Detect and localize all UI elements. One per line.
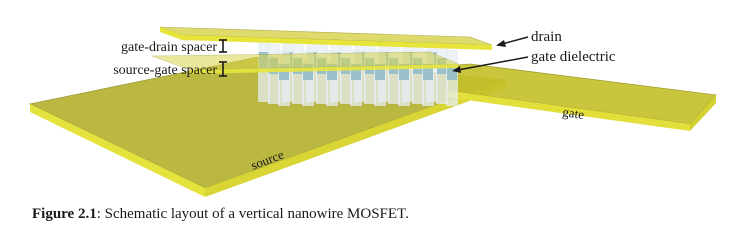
drain-label: drain bbox=[531, 29, 562, 45]
figure-caption bbox=[32, 206, 409, 223]
gate-label: gate bbox=[561, 104, 586, 122]
gate-dielectric-label: gate dielectric bbox=[531, 49, 616, 65]
gate-drain-spacer-label: gate-drain spacer bbox=[121, 40, 217, 55]
gate-drain-spacer-marker bbox=[219, 40, 227, 52]
nanowire-array bbox=[258, 38, 458, 106]
caption-text: : Schematic layout of a vertical nanowire MOSFET. bbox=[96, 206, 409, 222]
caption-number: Figure 2.1 bbox=[32, 206, 97, 222]
drain-arrow bbox=[496, 37, 528, 47]
source-gate-spacer-label: source-gate spacer bbox=[113, 63, 217, 78]
source-label: source bbox=[248, 146, 286, 173]
